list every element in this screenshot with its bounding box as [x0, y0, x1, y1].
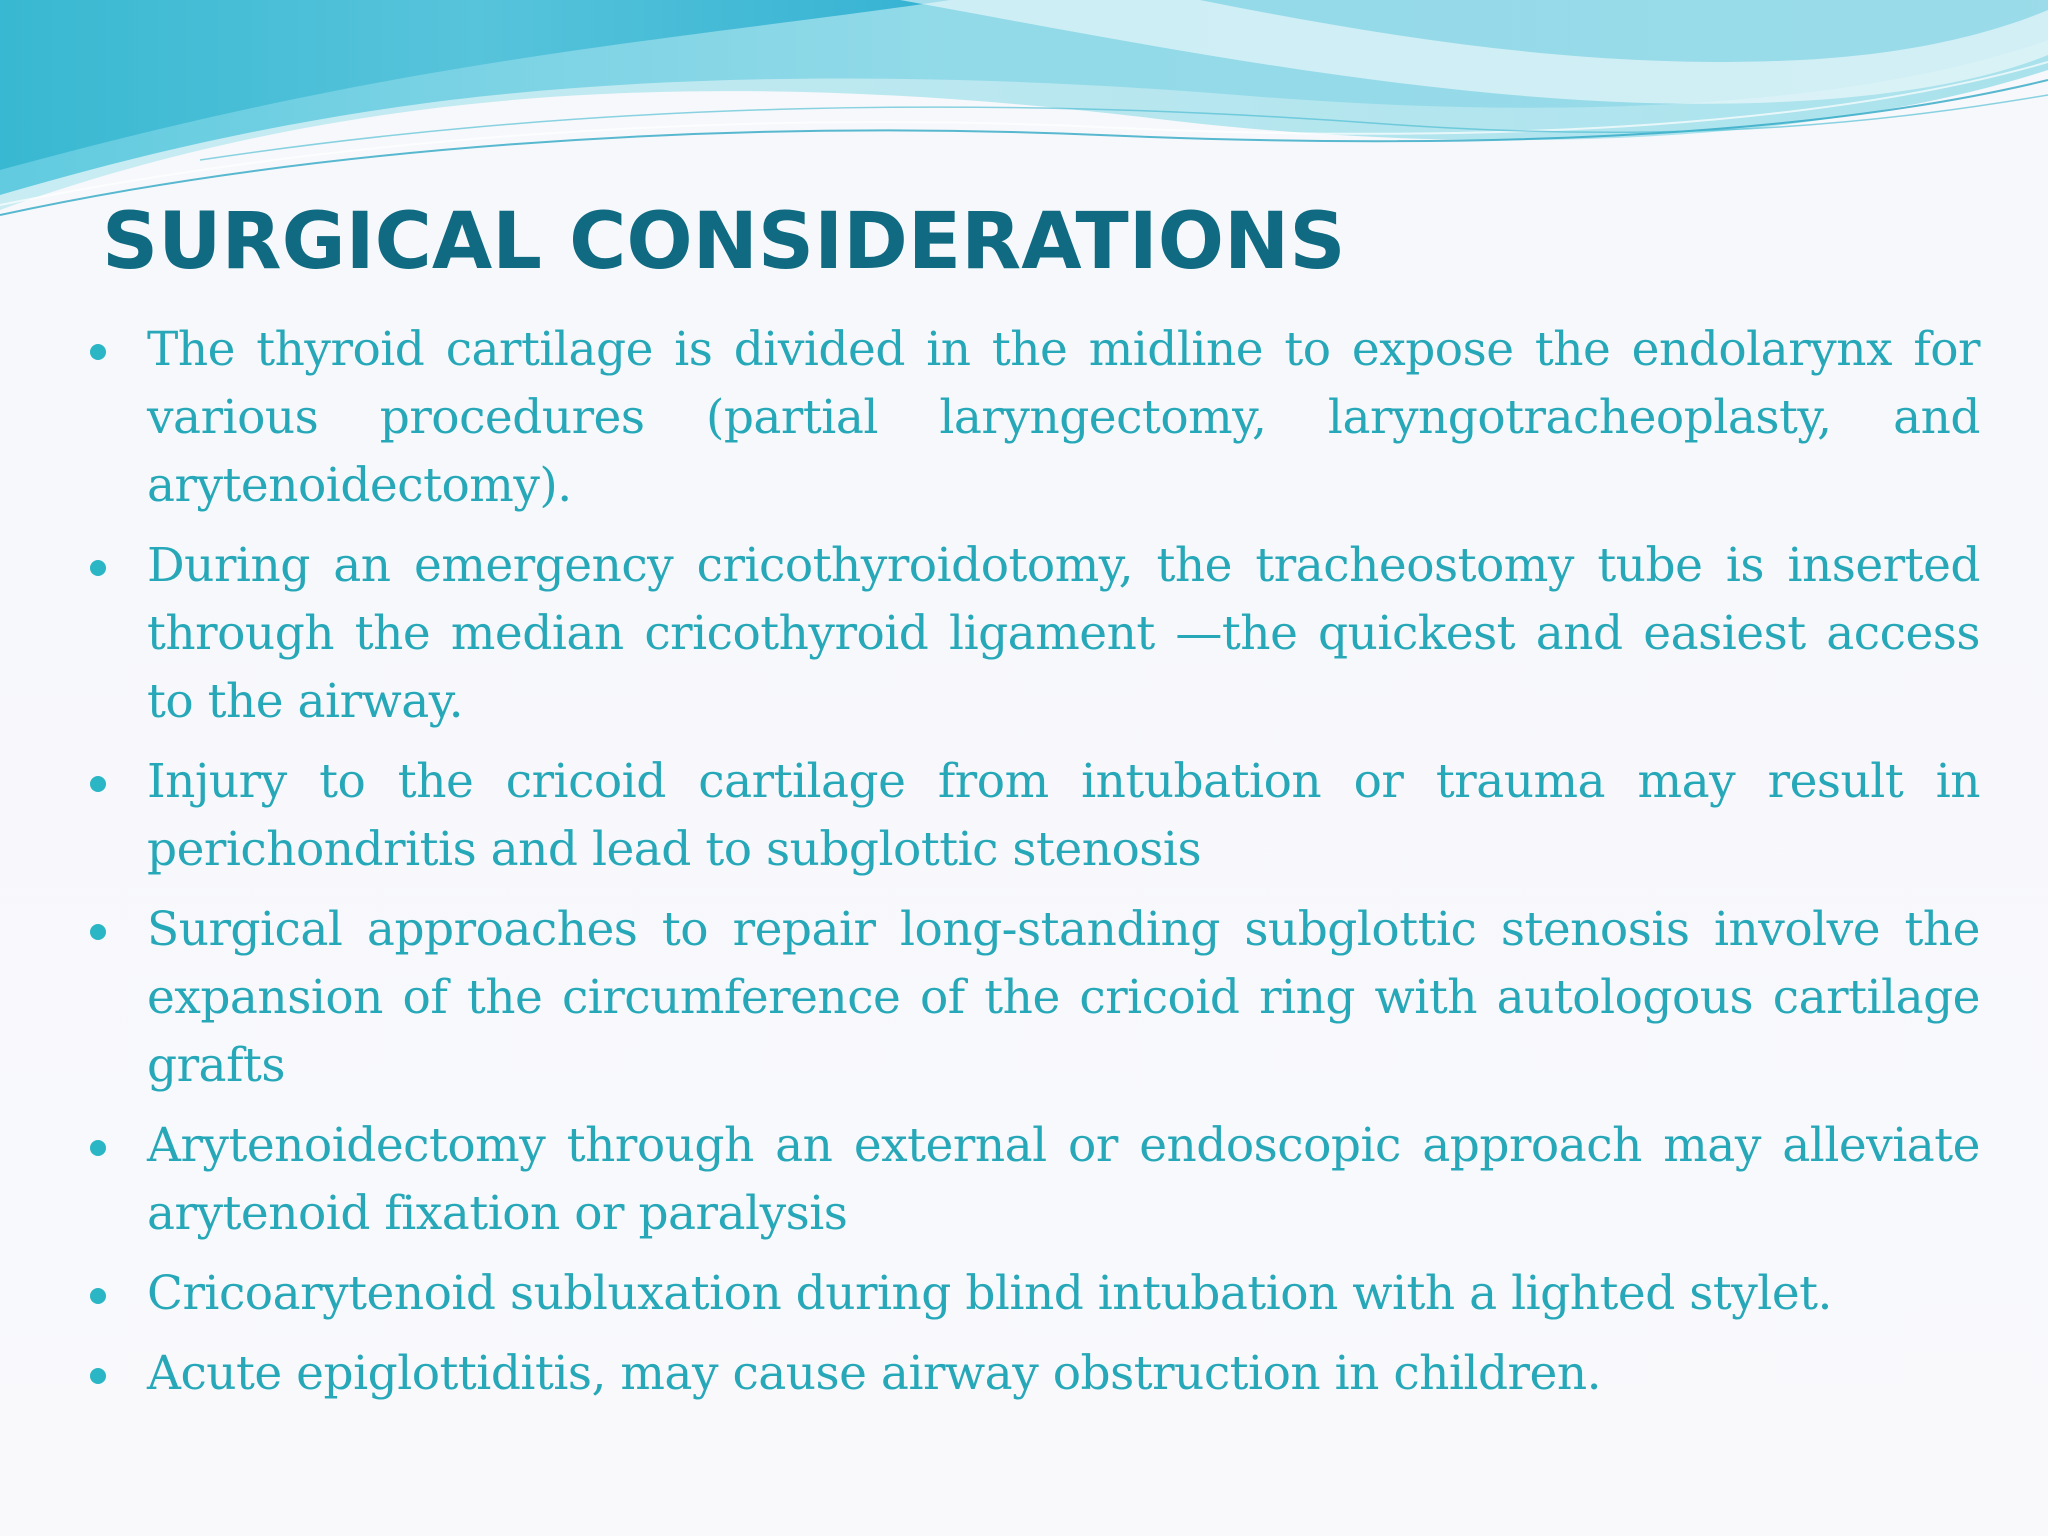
slide-title: SURGICAL CONSIDERATIONS	[102, 197, 1346, 287]
bullet-item	[85, 748, 1980, 884]
bullet-item	[85, 532, 1980, 736]
bullet-item	[85, 896, 1980, 1100]
bullet-text: Surgical approaches to repair long-standing subglottic stenosis involve the expansion of the circumference of the cricoid ring with autologous cartilage grafts	[147, 902, 1980, 1093]
bullet-dot-icon	[90, 344, 106, 360]
bullet-item	[85, 1340, 1980, 1408]
bullet-dot-icon	[90, 560, 106, 576]
bullet-text: Acute epiglottiditis, may cause airway obstruction in children.	[147, 1346, 1602, 1401]
bullet-dot-icon	[90, 1368, 106, 1384]
bullet-item	[85, 1112, 1980, 1248]
bullet-dot-icon	[90, 1288, 106, 1304]
bullet-text: Arytenoidectomy through an external or endoscopic approach may alleviate arytenoid fixation or paralysis	[147, 1118, 1980, 1241]
bullet-dot-icon	[90, 776, 106, 792]
bullet-text: The thyroid cartilage is divided in the midline to expose the endolarynx for various procedures (partial laryngectomy, laryngotracheoplasty, and arytenoidectomy).	[147, 322, 1980, 513]
bullet-text: Cricoarytenoid subluxation during blind intubation with a lighted stylet.	[147, 1266, 1832, 1321]
bullet-text: Injury to the cricoid cartilage from intubation or trauma may result in perichondritis and lead to subglottic stenosis	[147, 754, 1980, 877]
bullet-list	[85, 316, 1980, 1420]
bullet-item	[85, 1260, 1980, 1328]
bullet-text: During an emergency cricothyroidotomy, the tracheostomy tube is inserted through the median cricothyroid ligament —the quickest and easiest access to the airway.	[147, 538, 1980, 729]
bullet-dot-icon	[90, 1140, 106, 1156]
bullet-item	[85, 316, 1980, 520]
bullet-dot-icon	[90, 924, 106, 940]
